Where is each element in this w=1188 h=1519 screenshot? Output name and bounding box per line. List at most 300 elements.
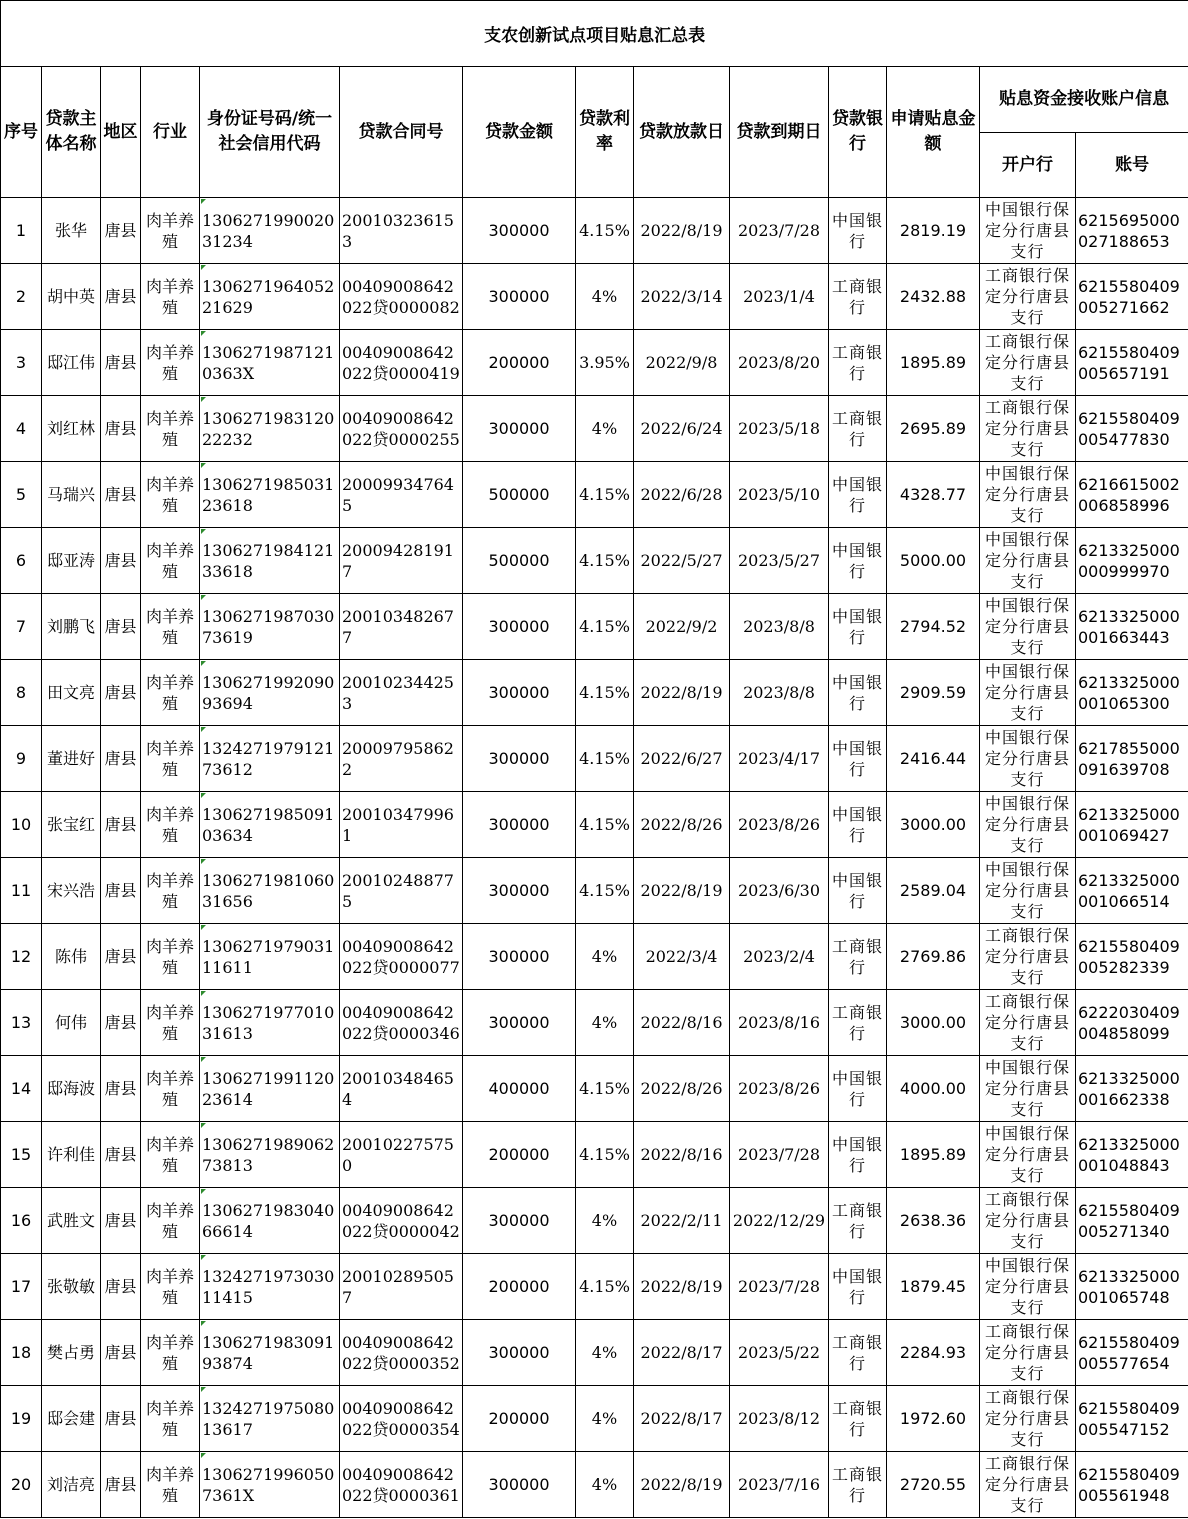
table-row xyxy=(1,792,1188,858)
cell-contract: 200103479961 xyxy=(340,792,463,858)
cell-bank: 工商银行 xyxy=(829,264,887,330)
cell-account: 6213325000000999970 xyxy=(1076,528,1188,594)
cell-id-code: 130627199002031234 xyxy=(200,198,340,264)
cell-account: 6216615002006858996 xyxy=(1076,462,1188,528)
cell-account: 6215580409005271340 xyxy=(1076,1188,1188,1254)
cell-account: 6213325000001663443 xyxy=(1076,594,1188,660)
cell-borrower: 武胜文 xyxy=(42,1188,101,1254)
cell-rate: 4.15% xyxy=(576,594,634,660)
cell-end-date: 2023/8/8 xyxy=(730,594,829,660)
cell-contract: 200102275750 xyxy=(340,1122,463,1188)
cell-id-code: 130627198106031656 xyxy=(200,858,340,924)
header-end-date: 贷款到期日 xyxy=(730,67,829,198)
cell-amount: 300000 xyxy=(463,198,576,264)
cell-id-code: 130627199209093694 xyxy=(200,660,340,726)
cell-open-bank: 工商银行保定分行唐县支行 xyxy=(980,264,1076,330)
cell-open-bank: 中国银行保定分行唐县支行 xyxy=(980,792,1076,858)
cell-amount: 500000 xyxy=(463,462,576,528)
cell-amount: 500000 xyxy=(463,528,576,594)
cell-region: 唐县 xyxy=(101,726,141,792)
cell-industry: 肉羊养殖 xyxy=(141,396,200,462)
cell-open-bank: 工商银行保定分行唐县支行 xyxy=(980,1188,1076,1254)
cell-amount: 300000 xyxy=(463,1452,576,1518)
cell-region: 唐县 xyxy=(101,528,141,594)
cell-rate: 4% xyxy=(576,990,634,1056)
cell-rate: 4% xyxy=(576,924,634,990)
cell-start-date: 2022/3/4 xyxy=(634,924,730,990)
cell-bank: 工商银行 xyxy=(829,1452,887,1518)
cell-rate: 4% xyxy=(576,1320,634,1386)
table-row xyxy=(1,1320,1188,1386)
cell-contract: 00409008642022贷0000354 xyxy=(340,1386,463,1452)
cell-amount: 300000 xyxy=(463,858,576,924)
cell-seq: 3 xyxy=(1,330,42,396)
cell-end-date: 2023/5/27 xyxy=(730,528,829,594)
cell-id-code: 130627198503123618 xyxy=(200,462,340,528)
cell-region: 唐县 xyxy=(101,1320,141,1386)
cell-bank: 工商银行 xyxy=(829,924,887,990)
header-bank: 贷款银行 xyxy=(829,67,887,198)
cell-start-date: 2022/8/17 xyxy=(634,1320,730,1386)
cell-rate: 4.15% xyxy=(576,792,634,858)
header-region: 地区 xyxy=(101,67,141,198)
cell-seq: 15 xyxy=(1,1122,42,1188)
cell-open-bank: 工商银行保定分行唐县支行 xyxy=(980,330,1076,396)
cell-amount: 300000 xyxy=(463,924,576,990)
cell-borrower: 许利佳 xyxy=(42,1122,101,1188)
cell-rate: 4% xyxy=(576,1188,634,1254)
cell-seq: 8 xyxy=(1,660,42,726)
cell-open-bank: 中国银行保定分行唐县支行 xyxy=(980,1254,1076,1320)
cell-account: 6213325000001066514 xyxy=(1076,858,1188,924)
cell-account: 6222030409004858099 xyxy=(1076,990,1188,1056)
cell-amount: 300000 xyxy=(463,660,576,726)
table-row xyxy=(1,1386,1188,1452)
cell-subsidy: 4328.77 xyxy=(887,462,980,528)
cell-bank: 工商银行 xyxy=(829,396,887,462)
cell-rate: 4.15% xyxy=(576,1122,634,1188)
cell-subsidy: 4000.00 xyxy=(887,1056,980,1122)
cell-start-date: 2022/6/24 xyxy=(634,396,730,462)
cell-rate: 3.95% xyxy=(576,330,634,396)
cell-rate: 4% xyxy=(576,264,634,330)
cell-open-bank: 工商银行保定分行唐县支行 xyxy=(980,990,1076,1056)
cell-borrower: 刘红林 xyxy=(42,396,101,462)
cell-region: 唐县 xyxy=(101,396,141,462)
cell-start-date: 2022/8/19 xyxy=(634,1452,730,1518)
cell-contract: 00409008642022贷0000255 xyxy=(340,396,463,462)
cell-start-date: 2022/8/19 xyxy=(634,1254,730,1320)
cell-industry: 肉羊养殖 xyxy=(141,264,200,330)
cell-borrower: 陈伟 xyxy=(42,924,101,990)
cell-rate: 4.15% xyxy=(576,462,634,528)
cell-end-date: 2023/8/12 xyxy=(730,1386,829,1452)
cell-region: 唐县 xyxy=(101,198,141,264)
cell-borrower: 刘鹏飞 xyxy=(42,594,101,660)
table-row xyxy=(1,528,1188,594)
cell-bank: 工商银行 xyxy=(829,1188,887,1254)
table-row xyxy=(1,462,1188,528)
table-row xyxy=(1,1056,1188,1122)
cell-borrower: 刘洁亮 xyxy=(42,1452,101,1518)
cell-bank: 工商银行 xyxy=(829,330,887,396)
cell-id-code: 132427197303011415 xyxy=(200,1254,340,1320)
cell-account: 6215580409005282339 xyxy=(1076,924,1188,990)
cell-seq: 9 xyxy=(1,726,42,792)
cell-rate: 4.15% xyxy=(576,528,634,594)
cell-open-bank: 工商银行保定分行唐县支行 xyxy=(980,396,1076,462)
cell-industry: 肉羊养殖 xyxy=(141,1452,200,1518)
cell-end-date: 2023/2/4 xyxy=(730,924,829,990)
cell-industry: 肉羊养殖 xyxy=(141,660,200,726)
cell-contract: 200103482677 xyxy=(340,594,463,660)
cell-account: 6213325000001048843 xyxy=(1076,1122,1188,1188)
table-row xyxy=(1,990,1188,1056)
cell-amount: 400000 xyxy=(463,1056,576,1122)
cell-end-date: 2023/7/28 xyxy=(730,1122,829,1188)
cell-borrower: 邸江伟 xyxy=(42,330,101,396)
cell-region: 唐县 xyxy=(101,858,141,924)
cell-rate: 4.15% xyxy=(576,858,634,924)
cell-region: 唐县 xyxy=(101,330,141,396)
cell-seq: 6 xyxy=(1,528,42,594)
cell-start-date: 2022/2/11 xyxy=(634,1188,730,1254)
cell-start-date: 2022/3/14 xyxy=(634,264,730,330)
cell-start-date: 2022/8/19 xyxy=(634,198,730,264)
cell-borrower: 樊占勇 xyxy=(42,1320,101,1386)
cell-contract: 00409008642022贷0000419 xyxy=(340,330,463,396)
cell-subsidy: 5000.00 xyxy=(887,528,980,594)
cell-account: 6215580409005477830 xyxy=(1076,396,1188,462)
cell-account: 6215580409005657191 xyxy=(1076,330,1188,396)
cell-contract: 200102344253 xyxy=(340,660,463,726)
cell-account: 6215580409005577654 xyxy=(1076,1320,1188,1386)
cell-rate: 4% xyxy=(576,1452,634,1518)
header-amount: 贷款金额 xyxy=(463,67,576,198)
cell-start-date: 2022/8/16 xyxy=(634,990,730,1056)
cell-end-date: 2023/7/16 xyxy=(730,1452,829,1518)
cell-open-bank: 中国银行保定分行唐县支行 xyxy=(980,660,1076,726)
cell-subsidy: 2416.44 xyxy=(887,726,980,792)
cell-id-code: 132427197508013617 xyxy=(200,1386,340,1452)
cell-bank: 中国银行 xyxy=(829,726,887,792)
cell-start-date: 2022/5/27 xyxy=(634,528,730,594)
cell-contract: 00409008642022贷0000042 xyxy=(340,1188,463,1254)
cell-region: 唐县 xyxy=(101,1386,141,1452)
cell-end-date: 2023/8/16 xyxy=(730,990,829,1056)
table-row xyxy=(1,858,1188,924)
cell-start-date: 2022/9/8 xyxy=(634,330,730,396)
cell-amount: 300000 xyxy=(463,1188,576,1254)
cell-region: 唐县 xyxy=(101,1122,141,1188)
cell-subsidy: 2819.19 xyxy=(887,198,980,264)
table-row xyxy=(1,264,1188,330)
table-row xyxy=(1,594,1188,660)
cell-contract: 00409008642022贷0000352 xyxy=(340,1320,463,1386)
cell-contract: 200099347645 xyxy=(340,462,463,528)
cell-subsidy: 2695.89 xyxy=(887,396,980,462)
cell-open-bank: 中国银行保定分行唐县支行 xyxy=(980,726,1076,792)
cell-seq: 4 xyxy=(1,396,42,462)
cell-id-code: 130627197701031613 xyxy=(200,990,340,1056)
cell-borrower: 张敬敏 xyxy=(42,1254,101,1320)
cell-bank: 中国银行 xyxy=(829,462,887,528)
cell-end-date: 2023/5/18 xyxy=(730,396,829,462)
cell-rate: 4.15% xyxy=(576,726,634,792)
table-row xyxy=(1,1122,1188,1188)
cell-id-code: 130627196405221629 xyxy=(200,264,340,330)
cell-subsidy: 1972.60 xyxy=(887,1386,980,1452)
table-row xyxy=(1,330,1188,396)
cell-industry: 肉羊养殖 xyxy=(141,792,200,858)
cell-contract: 200094281917 xyxy=(340,528,463,594)
header-open-bank: 开户行 xyxy=(980,133,1076,198)
cell-id-code: 130627198309193874 xyxy=(200,1320,340,1386)
cell-region: 唐县 xyxy=(101,264,141,330)
cell-amount: 200000 xyxy=(463,1254,576,1320)
cell-start-date: 2022/8/17 xyxy=(634,1386,730,1452)
table-row xyxy=(1,1254,1188,1320)
cell-rate: 4.15% xyxy=(576,1254,634,1320)
cell-bank: 中国银行 xyxy=(829,858,887,924)
table-row xyxy=(1,726,1188,792)
cell-id-code: 13062719960507361X xyxy=(200,1452,340,1518)
cell-id-code: 130627198509103634 xyxy=(200,792,340,858)
cell-industry: 肉羊养殖 xyxy=(141,990,200,1056)
cell-industry: 肉羊养殖 xyxy=(141,924,200,990)
cell-open-bank: 中国银行保定分行唐县支行 xyxy=(980,528,1076,594)
cell-industry: 肉羊养殖 xyxy=(141,1254,200,1320)
cell-region: 唐县 xyxy=(101,1452,141,1518)
cell-bank: 中国银行 xyxy=(829,1254,887,1320)
table-row xyxy=(1,1452,1188,1518)
cell-bank: 工商银行 xyxy=(829,1320,887,1386)
cell-bank: 工商银行 xyxy=(829,990,887,1056)
cell-industry: 肉羊养殖 xyxy=(141,330,200,396)
cell-end-date: 2023/7/28 xyxy=(730,198,829,264)
cell-region: 唐县 xyxy=(101,792,141,858)
cell-region: 唐县 xyxy=(101,1188,141,1254)
cell-end-date: 2023/8/26 xyxy=(730,1056,829,1122)
cell-account: 6213325000001065300 xyxy=(1076,660,1188,726)
cell-borrower: 邸会建 xyxy=(42,1386,101,1452)
cell-contract: 200102488775 xyxy=(340,858,463,924)
cell-region: 唐县 xyxy=(101,990,141,1056)
cell-start-date: 2022/9/2 xyxy=(634,594,730,660)
cell-open-bank: 中国银行保定分行唐县支行 xyxy=(980,858,1076,924)
cell-end-date: 2023/5/10 xyxy=(730,462,829,528)
cell-region: 唐县 xyxy=(101,660,141,726)
cell-end-date: 2023/8/8 xyxy=(730,660,829,726)
cell-open-bank: 中国银行保定分行唐县支行 xyxy=(980,462,1076,528)
cell-start-date: 2022/8/19 xyxy=(634,858,730,924)
cell-subsidy: 2909.59 xyxy=(887,660,980,726)
cell-open-bank: 中国银行保定分行唐县支行 xyxy=(980,1122,1076,1188)
cell-contract: 00409008642022贷0000346 xyxy=(340,990,463,1056)
cell-industry: 肉羊养殖 xyxy=(141,528,200,594)
cell-seq: 2 xyxy=(1,264,42,330)
cell-subsidy: 1895.89 xyxy=(887,1122,980,1188)
cell-seq: 18 xyxy=(1,1320,42,1386)
cell-amount: 300000 xyxy=(463,594,576,660)
cell-id-code: 130627197903111611 xyxy=(200,924,340,990)
cell-subsidy: 2432.88 xyxy=(887,264,980,330)
cell-region: 唐县 xyxy=(101,1056,141,1122)
cell-id-code: 130627198312022232 xyxy=(200,396,340,462)
cell-borrower: 邸亚涛 xyxy=(42,528,101,594)
cell-borrower: 董进好 xyxy=(42,726,101,792)
cell-end-date: 2023/7/28 xyxy=(730,1254,829,1320)
cell-borrower: 张宝红 xyxy=(42,792,101,858)
cell-open-bank: 工商银行保定分行唐县支行 xyxy=(980,1386,1076,1452)
header-borrower: 贷款主体名称 xyxy=(42,67,101,198)
cell-borrower: 宋兴浩 xyxy=(42,858,101,924)
cell-open-bank: 工商银行保定分行唐县支行 xyxy=(980,924,1076,990)
cell-contract: 00409008642022贷0000361 xyxy=(340,1452,463,1518)
cell-amount: 300000 xyxy=(463,792,576,858)
cell-account: 6215695000027188653 xyxy=(1076,198,1188,264)
cell-bank: 中国银行 xyxy=(829,792,887,858)
cell-seq: 12 xyxy=(1,924,42,990)
header-industry: 行业 xyxy=(141,67,200,198)
cell-industry: 肉羊养殖 xyxy=(141,1122,200,1188)
cell-id-code: 130627198412133618 xyxy=(200,528,340,594)
cell-id-code: 13062719871210363X xyxy=(200,330,340,396)
cell-amount: 300000 xyxy=(463,396,576,462)
cell-open-bank: 工商银行保定分行唐县支行 xyxy=(980,1320,1076,1386)
cell-amount: 200000 xyxy=(463,330,576,396)
cell-id-code: 130627198304066614 xyxy=(200,1188,340,1254)
cell-borrower: 张华 xyxy=(42,198,101,264)
cell-contract: 200103484654 xyxy=(340,1056,463,1122)
header-account-info: 贴息资金接收账户信息 xyxy=(980,67,1188,133)
cell-open-bank: 中国银行保定分行唐县支行 xyxy=(980,594,1076,660)
cell-id-code: 130627198703073619 xyxy=(200,594,340,660)
cell-start-date: 2022/8/26 xyxy=(634,792,730,858)
cell-account: 6213325000001662338 xyxy=(1076,1056,1188,1122)
cell-contract: 200102895057 xyxy=(340,1254,463,1320)
cell-subsidy: 1895.89 xyxy=(887,330,980,396)
cell-amount: 300000 xyxy=(463,264,576,330)
cell-account: 6213325000001065748 xyxy=(1076,1254,1188,1320)
table-row xyxy=(1,396,1188,462)
header-contract: 贷款合同号 xyxy=(340,67,463,198)
cell-seq: 17 xyxy=(1,1254,42,1320)
cell-bank: 中国银行 xyxy=(829,1122,887,1188)
cell-industry: 肉羊养殖 xyxy=(141,858,200,924)
cell-borrower: 马瑞兴 xyxy=(42,462,101,528)
cell-seq: 5 xyxy=(1,462,42,528)
cell-borrower: 何伟 xyxy=(42,990,101,1056)
cell-rate: 4.15% xyxy=(576,1056,634,1122)
cell-account: 6215580409005561948 xyxy=(1076,1452,1188,1518)
cell-region: 唐县 xyxy=(101,462,141,528)
cell-rate: 4.15% xyxy=(576,198,634,264)
cell-contract: 00409008642022贷0000077 xyxy=(340,924,463,990)
cell-subsidy: 2284.93 xyxy=(887,1320,980,1386)
cell-bank: 工商银行 xyxy=(829,1386,887,1452)
cell-id-code: 130627198906273813 xyxy=(200,1122,340,1188)
table-row xyxy=(1,1188,1188,1254)
cell-account: 6217855000091639708 xyxy=(1076,726,1188,792)
cell-bank: 中国银行 xyxy=(829,660,887,726)
cell-industry: 肉羊养殖 xyxy=(141,1188,200,1254)
cell-industry: 肉羊养殖 xyxy=(141,1320,200,1386)
cell-end-date: 2023/4/17 xyxy=(730,726,829,792)
table-row xyxy=(1,660,1188,726)
cell-contract: 200097958622 xyxy=(340,726,463,792)
cell-contract: 00409008642022贷0000082 xyxy=(340,264,463,330)
table-title: 支农创新试点项目贴息汇总表 xyxy=(1,1,1188,67)
cell-amount: 300000 xyxy=(463,1320,576,1386)
cell-seq: 7 xyxy=(1,594,42,660)
cell-subsidy: 3000.00 xyxy=(887,990,980,1056)
cell-contract: 200103236153 xyxy=(340,198,463,264)
header-account: 账号 xyxy=(1076,133,1188,198)
cell-seq: 1 xyxy=(1,198,42,264)
header-subsidy: 申请贴息金额 xyxy=(887,67,980,198)
cell-id-code: 130627199112023614 xyxy=(200,1056,340,1122)
header-start-date: 贷款放款日 xyxy=(634,67,730,198)
cell-end-date: 2022/12/29 xyxy=(730,1188,829,1254)
cell-account: 6213325000001069427 xyxy=(1076,792,1188,858)
cell-seq: 16 xyxy=(1,1188,42,1254)
cell-bank: 中国银行 xyxy=(829,198,887,264)
header-id-code: 身份证号码/统一社会信用代码 xyxy=(200,67,340,198)
cell-borrower: 田文亮 xyxy=(42,660,101,726)
cell-amount: 300000 xyxy=(463,990,576,1056)
cell-rate: 4% xyxy=(576,1386,634,1452)
cell-seq: 14 xyxy=(1,1056,42,1122)
cell-industry: 肉羊养殖 xyxy=(141,1386,200,1452)
cell-end-date: 2023/6/30 xyxy=(730,858,829,924)
cell-start-date: 2022/8/26 xyxy=(634,1056,730,1122)
cell-end-date: 2023/1/4 xyxy=(730,264,829,330)
cell-open-bank: 中国银行保定分行唐县支行 xyxy=(980,1056,1076,1122)
cell-subsidy: 2794.52 xyxy=(887,594,980,660)
cell-bank: 中国银行 xyxy=(829,528,887,594)
cell-subsidy: 1879.45 xyxy=(887,1254,980,1320)
cell-end-date: 2023/5/22 xyxy=(730,1320,829,1386)
cell-subsidy: 3000.00 xyxy=(887,792,980,858)
cell-amount: 200000 xyxy=(463,1386,576,1452)
cell-id-code: 132427197912173612 xyxy=(200,726,340,792)
cell-borrower: 胡中英 xyxy=(42,264,101,330)
cell-open-bank: 工商银行保定分行唐县支行 xyxy=(980,1452,1076,1518)
cell-region: 唐县 xyxy=(101,924,141,990)
table-row xyxy=(1,924,1188,990)
table-row xyxy=(1,198,1188,264)
cell-seq: 11 xyxy=(1,858,42,924)
cell-start-date: 2022/8/16 xyxy=(634,1122,730,1188)
cell-subsidy: 2769.86 xyxy=(887,924,980,990)
cell-subsidy: 2589.04 xyxy=(887,858,980,924)
cell-industry: 肉羊养殖 xyxy=(141,594,200,660)
cell-seq: 20 xyxy=(1,1452,42,1518)
cell-account: 6215580409005271662 xyxy=(1076,264,1188,330)
cell-industry: 肉羊养殖 xyxy=(141,726,200,792)
cell-industry: 肉羊养殖 xyxy=(141,198,200,264)
header-rate: 贷款利率 xyxy=(576,67,634,198)
cell-borrower: 邸海波 xyxy=(42,1056,101,1122)
cell-bank: 中国银行 xyxy=(829,594,887,660)
cell-seq: 13 xyxy=(1,990,42,1056)
cell-rate: 4.15% xyxy=(576,660,634,726)
cell-industry: 肉羊养殖 xyxy=(141,1056,200,1122)
cell-subsidy: 2638.36 xyxy=(887,1188,980,1254)
cell-end-date: 2023/8/26 xyxy=(730,792,829,858)
cell-account: 6215580409005547152 xyxy=(1076,1386,1188,1452)
